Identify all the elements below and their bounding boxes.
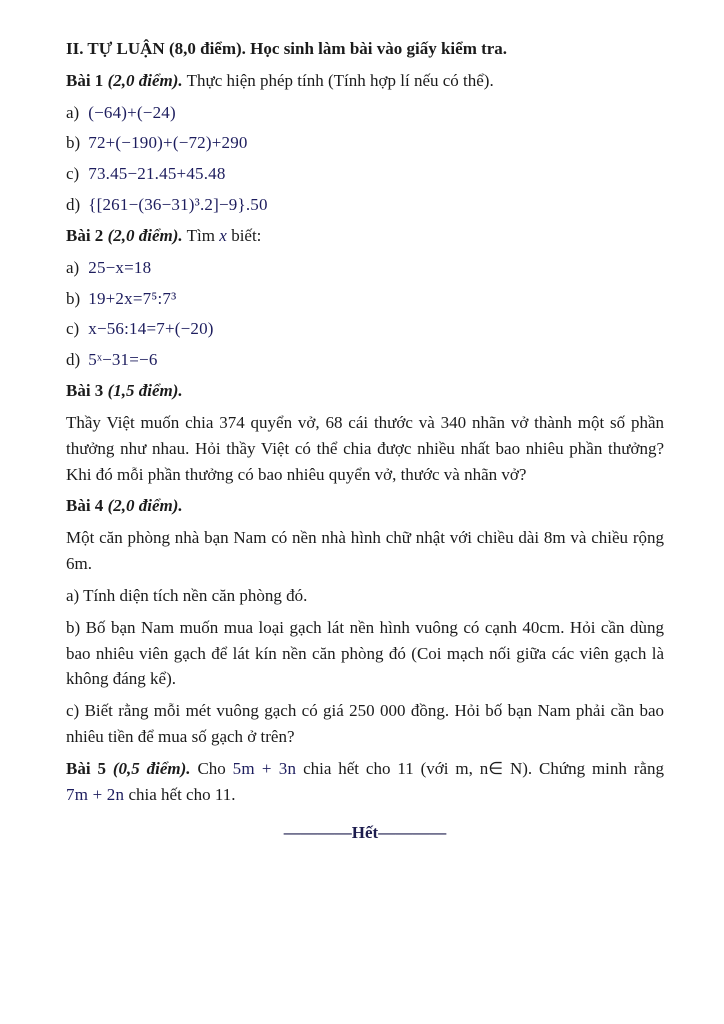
- problem-4-header: [66, 493, 664, 519]
- math-expression: {[261−(36−31)³.2]−9}.50: [88, 195, 268, 215]
- math-expression: 25−x=18: [88, 257, 152, 277]
- item-label: d): [66, 195, 81, 215]
- problem-4-body: [66, 525, 664, 577]
- item-label: c): [66, 319, 80, 339]
- item-text: Tính diện tích nền căn phòng đó.: [83, 585, 308, 605]
- item-text: Bố bạn Nam muốn mua loại gạch lát nền hình vuông có cạnh 40cm. Hỏi cần dùng bao nhiêu viên gạch để lát kín nền căn phòng đó (Coi mạch nối giữa các viên gạch là không đáng kể).: [66, 617, 665, 689]
- math-expression: 72+(−190)+(−72)+290: [88, 133, 248, 153]
- math-expression: 5ˣ−31=−6: [88, 350, 158, 370]
- item-label: a): [66, 585, 80, 605]
- problem-5: [66, 756, 664, 808]
- problem-5-mid: chia hết cho 11 (với m, n∈ N). Chứng minh rằng: [303, 758, 664, 778]
- problem-4-points: (2,0 điểm).: [107, 496, 183, 516]
- problem-4-body-text: Một căn phòng nhà bạn Nam có nền nhà hình chữ nhật với chiều dài 8m và chiều rộng 6m.: [66, 528, 664, 574]
- problem-1-intro: Thực hiện phép tính (Tính hợp lí nếu có thể).: [186, 70, 494, 90]
- section-header: [66, 36, 664, 62]
- problem-1-header: [66, 68, 664, 94]
- problem-2-item-a: [66, 255, 664, 281]
- item-text: Biết rằng mỗi mét vuông gạch có giá 250 000 đồng. Hỏi bố bạn Nam phải cần bao nhiêu tiền để mua số gạch ở trên?: [66, 701, 664, 747]
- problem-5-title: Bài 5: [66, 758, 106, 778]
- problem-1-item-c: [66, 161, 664, 187]
- problem-2-header: [66, 223, 664, 249]
- problem-5-lead: Cho: [197, 758, 226, 778]
- problem-5-points: (0,5 điểm).: [112, 758, 191, 778]
- math-expression: x−56:14=7+(−20): [88, 319, 214, 339]
- problem-1-item-a: [66, 100, 664, 126]
- math-expression: 73.45−21.45+45.48: [88, 164, 226, 184]
- problem-2-item-d: [66, 347, 664, 373]
- problem-1-item-d: [66, 192, 664, 218]
- math-expression: 5m + 3n: [232, 758, 297, 778]
- item-label: a): [66, 102, 80, 122]
- item-label: c): [66, 164, 80, 184]
- problem-2-item-b: [66, 286, 664, 312]
- problem-3-body-text: Thầy Việt muốn chia 374 quyển vở, 68 cái thước và 340 nhãn vở thành một số phần thưởng như nhau. Hỏi thầy Việt có thể chia được nhiều nhất bao nhiêu phần thưởng? Khi đó mỗi phần thưởng có bao nhiêu quyển vở, thước và nhãn vở?: [66, 412, 664, 484]
- problem-3-points: (1,5 điểm).: [107, 381, 183, 401]
- end-of-exam-marker: [66, 820, 664, 846]
- problem-2-intro-suffix: biết:: [231, 225, 262, 245]
- problem-2-points: (2,0 điểm).: [107, 225, 183, 245]
- math-variable-x: x: [219, 225, 227, 245]
- item-label: a): [66, 257, 80, 277]
- item-label: d): [66, 350, 81, 370]
- problem-4-item-a: [66, 583, 664, 609]
- math-expression: 19+2x=7⁵:7³: [88, 288, 177, 308]
- problem-5-tail: chia hết cho 11.: [128, 784, 236, 804]
- problem-1-points: (2,0 điểm).: [107, 70, 183, 90]
- item-label: b): [66, 288, 81, 308]
- problem-3-header: [66, 378, 664, 404]
- end-label: ————Hết————: [283, 822, 447, 842]
- problem-3-title: Bài 3: [66, 381, 104, 401]
- item-label: b): [66, 617, 81, 637]
- item-label: b): [66, 133, 81, 153]
- problem-4-item-b: [66, 615, 664, 692]
- problem-2-intro-prefix: Tìm: [186, 225, 215, 245]
- math-expression: 7m + 2n: [66, 784, 125, 804]
- problem-1-title: Bài 1: [66, 70, 104, 90]
- math-expression: (−64)+(−24): [88, 102, 176, 122]
- problem-1-item-b: [66, 130, 664, 156]
- problem-3-body: [66, 410, 664, 487]
- item-label: c): [66, 701, 80, 721]
- section-header-text: II. TỰ LUẬN (8,0 điểm). Học sinh làm bài vào giấy kiểm tra.: [66, 39, 508, 58]
- problem-2-title: Bài 2: [66, 225, 104, 245]
- problem-4-title: Bài 4: [66, 496, 104, 516]
- problem-2-item-c: [66, 316, 664, 342]
- problem-4-item-c: [66, 698, 664, 750]
